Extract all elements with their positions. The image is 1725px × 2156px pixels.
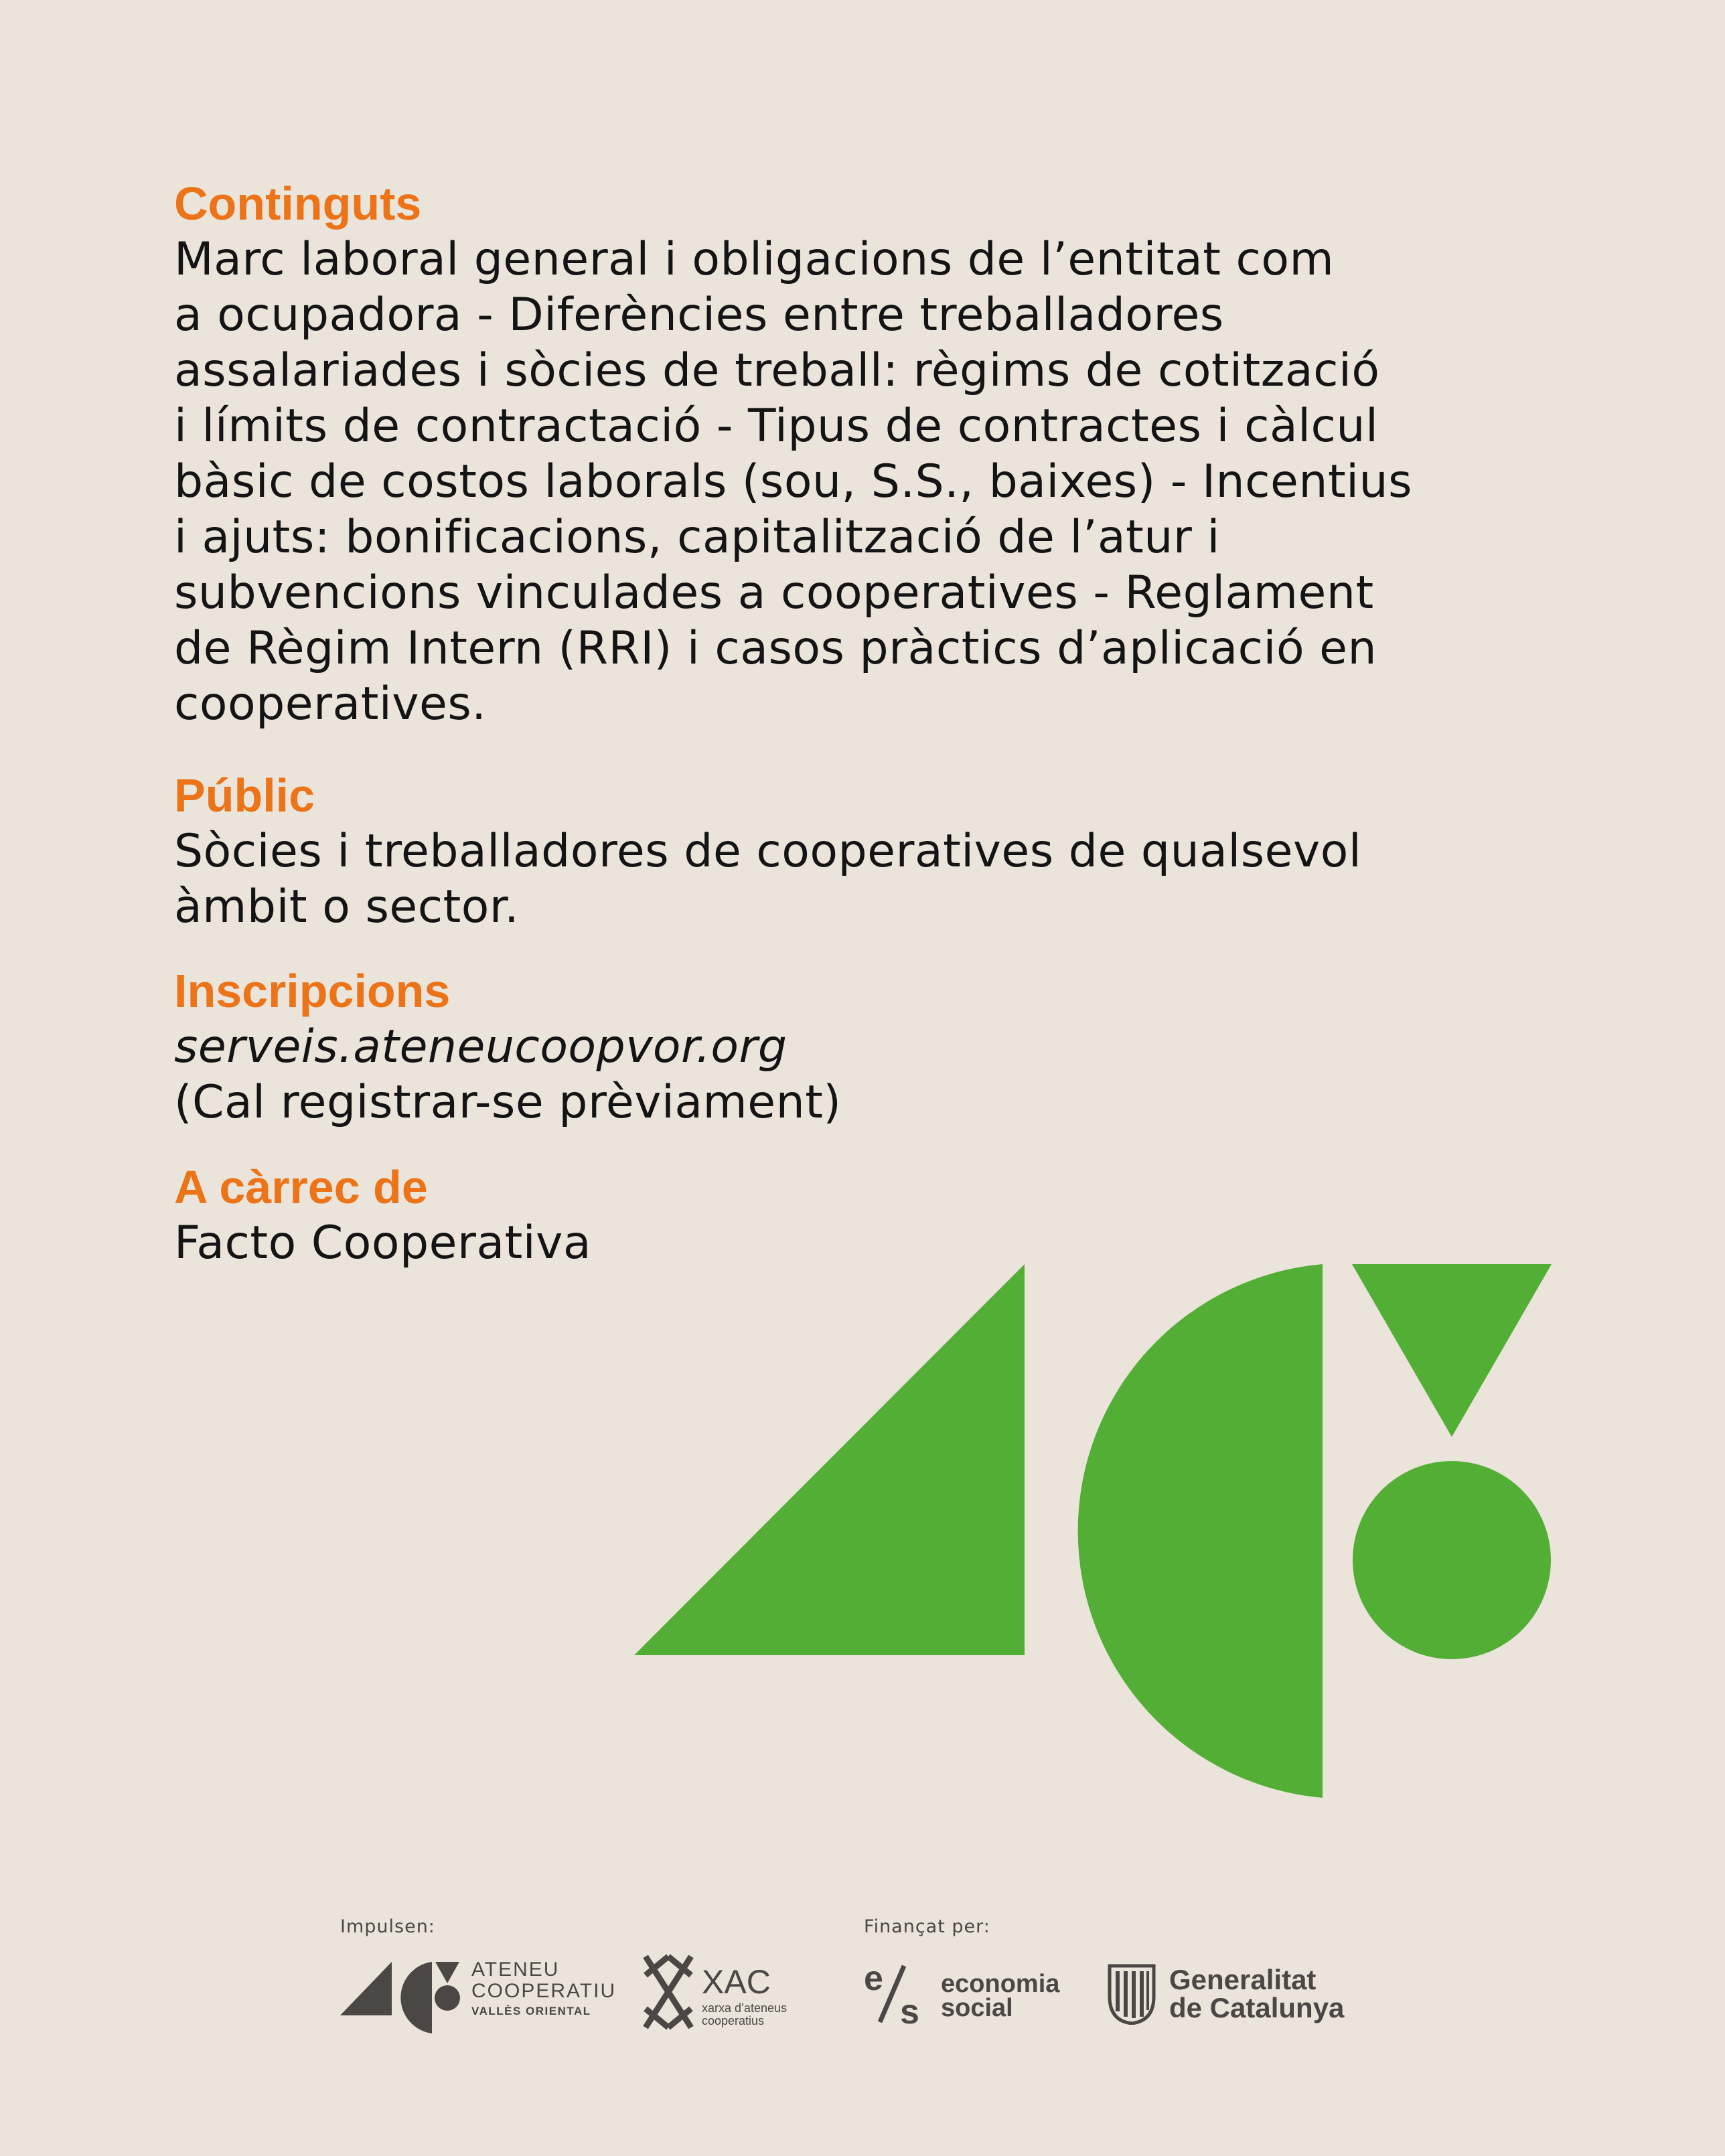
economia-logo-line2: social [941,1994,1013,2022]
ateneu-mark-icon [340,1956,461,2033]
logo-triangle-shape [634,1264,1025,1655]
public-heading: Públic [174,769,315,822]
xac-logo-line1: xarxa d’ateneus [702,2001,788,2015]
registration-url[interactable]: serveis.ateneucoopvor.org [174,1020,788,1073]
svg-text:s: s [900,1993,919,2027]
economia-social-mark-icon [862,1960,933,2027]
economia-logo-line1: economia [941,1970,1060,1998]
xac-logo [642,1952,816,2033]
contents-line: cooperatives. [174,678,487,730]
contents-line: assalariades i sòcies de treball: règims de cotització [174,344,1380,397]
contents-line: Marc laboral general i obligacions de l’entitat com [174,233,1335,286]
registration-note: (Cal registrar-se prèviament) [174,1076,842,1129]
generalitat-logo [1106,1962,1374,2029]
generalitat-logo-line2: de Catalunya [1169,1992,1345,2023]
logo-half-circle-shape [1078,1264,1323,1798]
contents-heading: Continguts [174,177,422,230]
promoters-label: Impulsen: [340,1916,435,1937]
logo-circle-shape [1353,1461,1551,1659]
svg-text:e: e [864,1960,883,1998]
organizer-heading: A càrrec de [174,1161,428,1213]
organizer-name: Facto Cooperativa [174,1217,592,1269]
registration-heading: Inscripcions [174,965,451,1017]
contents-line: a ocupadora - Diferències entre treballadores [174,289,1224,341]
ateneu-logo-line2: COOPERATIU [471,1980,617,2002]
public-line: Sòcies i treballadores de cooperatives de qualsevol [174,825,1362,878]
contents-line: i ajuts: bonificacions, capitalització de l’atur i [174,511,1220,564]
public-line: àmbit o sector. [174,880,520,933]
xac-mark-icon [642,1952,695,2031]
ateneu-logo-line3: VALLÈS ORIENTAL [471,2005,591,2017]
generalitat-shield-icon [1106,1963,1157,2025]
xac-logo-name: XAC [702,1963,771,2001]
ateneu-cooperatiu-logo [340,1956,617,2033]
contents-line: de Règim Intern (RRI) i casos pràctics d’aplicació en [174,622,1377,675]
contents-line: i límits de contractació - Tipus de contractes i càlcul [174,400,1379,453]
logo-inverted-triangle-shape [1352,1264,1552,1437]
xac-logo-line2: cooperatius [702,2014,765,2027]
contents-line: bàsic de costos laborals (sou, S.S., baixes) - Incentius [174,455,1413,508]
economia-social-logo [862,1960,1077,2027]
contents-line: subvencions vinculades a cooperatives - Reglament [174,566,1374,619]
ateneu-logo-line1: ATENEU [471,1958,560,1981]
generalitat-logo-line1: Generalitat [1169,1964,1317,1995]
funded-label: Finançat per: [864,1916,990,1937]
